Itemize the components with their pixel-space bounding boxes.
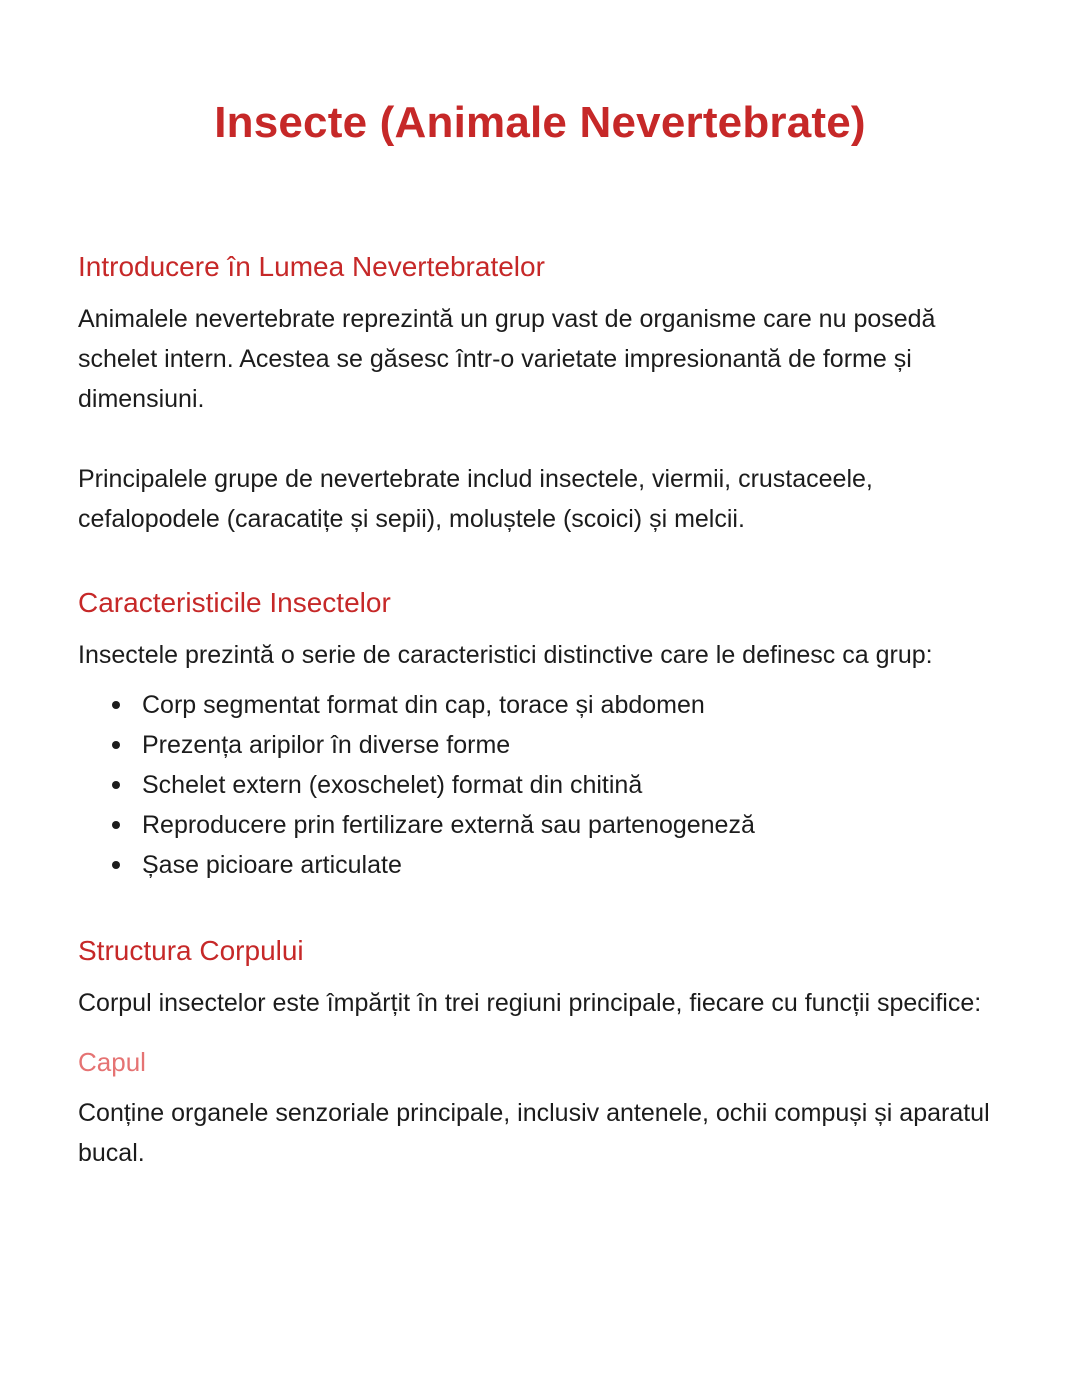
structure-paragraph: Corpul insectelor este împărțit în trei regiuni principale, fiecare cu funcții specifice:: [78, 989, 982, 1017]
section-heading-characteristics: Caracteristicile Insectelor: [78, 587, 391, 618]
list-item: [78, 685, 1002, 725]
list-item-text: Schelet extern (exoschelet) format din chitină: [142, 771, 643, 799]
page-title: Insecte (Animale Nevertebrate): [214, 98, 866, 147]
intro-paragraph-2: Principalele grupe de nevertebrate includ insectele, viermii, crustaceele, cefalopodele (caracatițe și sepii), moluștele (scoici) și melcii.: [78, 465, 873, 533]
bullet-icon: [112, 741, 120, 749]
section-heading-structure: Structura Corpului: [78, 935, 304, 966]
bullet-icon: [112, 781, 120, 789]
list-item: [78, 725, 1002, 765]
list-item: [78, 805, 1002, 845]
list-item: [78, 845, 1002, 885]
list-item-text: Prezența aripilor în diverse forme: [142, 731, 511, 759]
characteristics-paragraph: Insectele prezintă o serie de caracteristici distinctive care le definesc ca grup:: [78, 641, 933, 669]
list-item: [78, 765, 1002, 805]
head-paragraph: Conține organele senzoriale principale, inclusiv antenele, ochii compuși și aparatul bucal.: [78, 1099, 990, 1167]
list-item-text: Șase picioare articulate: [142, 851, 402, 879]
characteristics-list: [78, 685, 1002, 885]
section-heading-intro: Introducere în Lumea Nevertebratelor: [78, 251, 545, 282]
list-item-text: Reproducere prin fertilizare externă sau partenogeneză: [142, 811, 755, 839]
list-item-text: Corp segmentat format din cap, torace și abdomen: [142, 691, 705, 719]
subheading-head: Capul: [78, 1047, 146, 1077]
bullet-icon: [112, 861, 120, 869]
intro-paragraph-1: Animalele nevertebrate reprezintă un grup vast de organisme care nu posedă schelet intern. Acestea se găsesc într-o varietate impresionantă de forme și dimensiuni.: [78, 305, 936, 413]
bullet-icon: [112, 701, 120, 709]
bullet-icon: [112, 821, 120, 829]
